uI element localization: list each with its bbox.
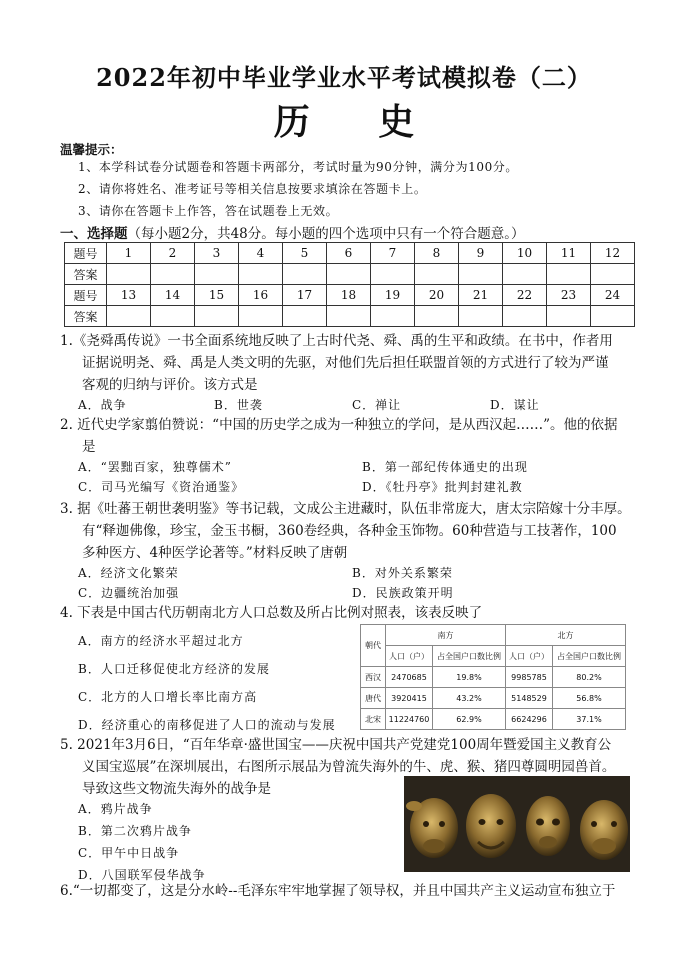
q5-option-a: A．鸦片战争: [78, 802, 153, 816]
answer-cell[interactable]: [327, 264, 371, 285]
question-number-cell: 16: [239, 285, 283, 306]
question-2-line: 是: [82, 439, 96, 455]
question-number-cell: 18: [327, 285, 371, 306]
question-4-line: 4. 下表是中国古代历朝南北方人口总数及所占比例对照表，该表反映了: [60, 605, 483, 621]
answer-cell[interactable]: [107, 264, 151, 285]
col-header-dynasty: 朝代: [361, 625, 386, 667]
question-number-cell: 23: [547, 285, 591, 306]
cell-south-ratio: 43.2%: [433, 688, 506, 709]
answer-cell[interactable]: [151, 264, 195, 285]
answer-cell[interactable]: [151, 306, 195, 327]
q1-option-a: A．战争: [78, 398, 127, 412]
tip-item: 2、请你将姓名、准考证号等相关信息按要求填涂在答题卡上。: [78, 182, 427, 196]
q2-option-a: A．“罢黜百家，独尊儒术”: [78, 460, 232, 474]
cell-dynasty: 西汉: [361, 667, 386, 688]
question-1-line: 1.《尧舜禹传说》一书全面系统地反映了上古时代尧、舜、禹的生平和政绩。在书中，作者用: [60, 333, 613, 349]
row-header: 答案: [65, 306, 107, 327]
question-number-cell: 11: [547, 243, 591, 264]
q4-option-d: D．经济重心的南移促进了人口的流动与发展: [78, 718, 336, 732]
monkey-head-icon: [526, 796, 570, 856]
question-5-line: 5. 2021年3月6日，“百年华章·盛世国宝——庆祝中国共产党建党100周年暨爱国主义教育公: [60, 737, 612, 753]
question-1-line: 客观的归纳与评价。该方式是: [82, 377, 258, 393]
col-header-pop: 人口（户）: [386, 646, 433, 667]
question-number-cell: 9: [459, 243, 503, 264]
question-2-line: 2. 近代史学家翦伯赞说：“中国的历史学之成为一种独立的学问，是从西汉起……”。他的依据: [60, 417, 618, 433]
q5-option-c: C．甲午中日战争: [78, 846, 180, 860]
cell-dynasty: 唐代: [361, 688, 386, 709]
cell-north-ratio: 80.2%: [553, 667, 626, 688]
bronze-heads-photo: [404, 776, 630, 872]
tips-heading: 温馨提示：: [60, 142, 123, 157]
q2-option-d: D．《牡丹亭》批判封建礼教: [362, 480, 523, 494]
answer-cell[interactable]: [283, 264, 327, 285]
row-header: 题号: [65, 285, 107, 306]
answer-cell[interactable]: [591, 306, 635, 327]
question-5-line: 导致这些文物流失海外的战争是: [82, 781, 271, 797]
answer-cell[interactable]: [195, 306, 239, 327]
tiger-head-icon: [466, 794, 516, 858]
answer-cell[interactable]: [459, 306, 503, 327]
section-heading: [60, 222, 525, 242]
q5-option-d: D．八国联军侵华战争: [78, 868, 206, 882]
q2-option-b: B．第一部纪传体通史的出现: [362, 460, 528, 474]
answer-cell[interactable]: [415, 264, 459, 285]
table-row: [65, 306, 635, 327]
q3-option-a: A．经济文化繁荣: [78, 566, 179, 580]
question-number-cell: 14: [151, 285, 195, 306]
question-number-cell: 8: [415, 243, 459, 264]
section-label: 一、选择题: [60, 226, 128, 242]
table-row: [65, 264, 635, 285]
q4-option-a: A．南方的经济水平超过北方: [78, 634, 244, 648]
answer-cell[interactable]: [195, 264, 239, 285]
answer-table: [64, 242, 635, 327]
cell-north-ratio: 56.8%: [553, 688, 626, 709]
section-note: （每小题2分，共48分。每小题的四个选项中只有一个符合题意。）: [127, 226, 525, 242]
table-row: [65, 285, 635, 306]
q2-option-c: C．司马光编写《资治通鉴》: [78, 480, 245, 494]
table-row: [361, 709, 626, 730]
answer-cell[interactable]: [547, 264, 591, 285]
tip-item: 1、本学科试卷分试题卷和答题卡两部分，考试时量为90分钟，满分为100分。: [78, 160, 519, 174]
table-row: [361, 625, 626, 646]
bronze-heads-illustration: [404, 776, 630, 872]
col-header-north: 北方: [506, 625, 626, 646]
question-number-cell: 17: [283, 285, 327, 306]
question-6-line: 6.“一切都变了，这是分水岭--毛泽东牢牢地掌握了领导权，并且中国共产主义运动宣布独立于: [60, 883, 616, 899]
question-number-cell: 19: [371, 285, 415, 306]
question-number-cell: 10: [503, 243, 547, 264]
question-number-cell: 13: [107, 285, 151, 306]
question-number-cell: 6: [327, 243, 371, 264]
question-number-cell: 22: [503, 285, 547, 306]
q4-option-c: C．北方的人口增长率比南方高: [78, 690, 258, 704]
question-number-cell: 24: [591, 285, 635, 306]
col-header-south: 南方: [386, 625, 506, 646]
question-3-line: 3. 据《吐蕃王朝世袭明鉴》等书记载，文成公主进藏时，队伍非常庞大，唐太宗陪嫁十分丰厚。: [60, 501, 631, 517]
q3-option-c: C．边疆统治加强: [78, 586, 180, 600]
q3-option-b: B．对外关系繁荣: [352, 566, 453, 580]
q1-option-b: B．世袭: [214, 398, 263, 412]
col-header-pop: 人口（户）: [506, 646, 553, 667]
answer-cell[interactable]: [547, 306, 591, 327]
answer-cell[interactable]: [371, 264, 415, 285]
cell-south-pop: 2470685: [386, 667, 433, 688]
col-header-ratio: 占全国户口数比例: [553, 646, 626, 667]
table-row: [361, 667, 626, 688]
answer-cell[interactable]: [239, 306, 283, 327]
question-3-line: 多种医方、4种医学论著等。”材料反映了唐朝: [82, 545, 348, 561]
question-1-line: 证据说明尧、舜、禹是人类文明的先驱，对他们先后担任联盟首领的方式进行了较为严谨: [82, 355, 609, 371]
answer-cell[interactable]: [107, 306, 151, 327]
question-number-cell: 1: [107, 243, 151, 264]
table-row: [361, 688, 626, 709]
answer-cell[interactable]: [459, 264, 503, 285]
exam-title: 2022年初中毕业学业水平考试模拟卷（二）: [96, 63, 592, 92]
question-number-cell: 2: [151, 243, 195, 264]
answer-cell[interactable]: [283, 306, 327, 327]
question-number-cell: 7: [371, 243, 415, 264]
q1-option-c: C．禅让: [352, 398, 402, 412]
question-number-cell: 5: [283, 243, 327, 264]
row-header: 答案: [65, 264, 107, 285]
q1-option-d: D．谋让: [490, 398, 540, 412]
q5-option-b: B．第二次鸦片战争: [78, 824, 192, 838]
subject-title: 历 史: [273, 101, 443, 143]
question-number-cell: 12: [591, 243, 635, 264]
answer-cell[interactable]: [503, 264, 547, 285]
row-header: 题号: [65, 243, 107, 264]
table-row: [65, 243, 635, 264]
answer-cell[interactable]: [415, 306, 459, 327]
cell-north-pop: 5148529: [506, 688, 553, 709]
answer-cell[interactable]: [371, 306, 415, 327]
question-number-cell: 4: [239, 243, 283, 264]
cell-north-pop: 6624296: [506, 709, 553, 730]
cell-north-pop: 9985785: [506, 667, 553, 688]
answer-cell[interactable]: [591, 264, 635, 285]
pig-head-icon: [580, 800, 628, 860]
population-table: [360, 624, 626, 730]
cell-dynasty: 北宋: [361, 709, 386, 730]
table-row: [361, 646, 626, 667]
cell-south-pop: 11224760: [386, 709, 433, 730]
question-number-cell: 15: [195, 285, 239, 306]
cell-south-pop: 3920415: [386, 688, 433, 709]
tip-item: 3、请你在答题卡上作答，答在试题卷上无效。: [78, 204, 339, 218]
q3-option-d: D．民族政策开明: [352, 586, 454, 600]
question-3-line: 有“释迦佛像，珍宝，金玉书橱，360卷经典，各种金玉饰物。60种营造与工技著作，100: [82, 523, 617, 539]
question-number-cell: 20: [415, 285, 459, 306]
answer-cell[interactable]: [503, 306, 547, 327]
answer-cell[interactable]: [239, 264, 283, 285]
cell-north-ratio: 37.1%: [553, 709, 626, 730]
cell-south-ratio: 62.9%: [433, 709, 506, 730]
q4-option-b: B．人口迁移促使北方经济的发展: [78, 662, 270, 676]
cell-south-ratio: 19.8%: [433, 667, 506, 688]
answer-cell[interactable]: [327, 306, 371, 327]
question-number-cell: 3: [195, 243, 239, 264]
col-header-ratio: 占全国户口数比例: [433, 646, 506, 667]
question-5-line: 义国宝巡展”在深圳展出，右图所示展品为曾流失海外的牛、虎、猴、猪四尊圆明园兽首。: [82, 759, 616, 775]
question-number-cell: 21: [459, 285, 503, 306]
